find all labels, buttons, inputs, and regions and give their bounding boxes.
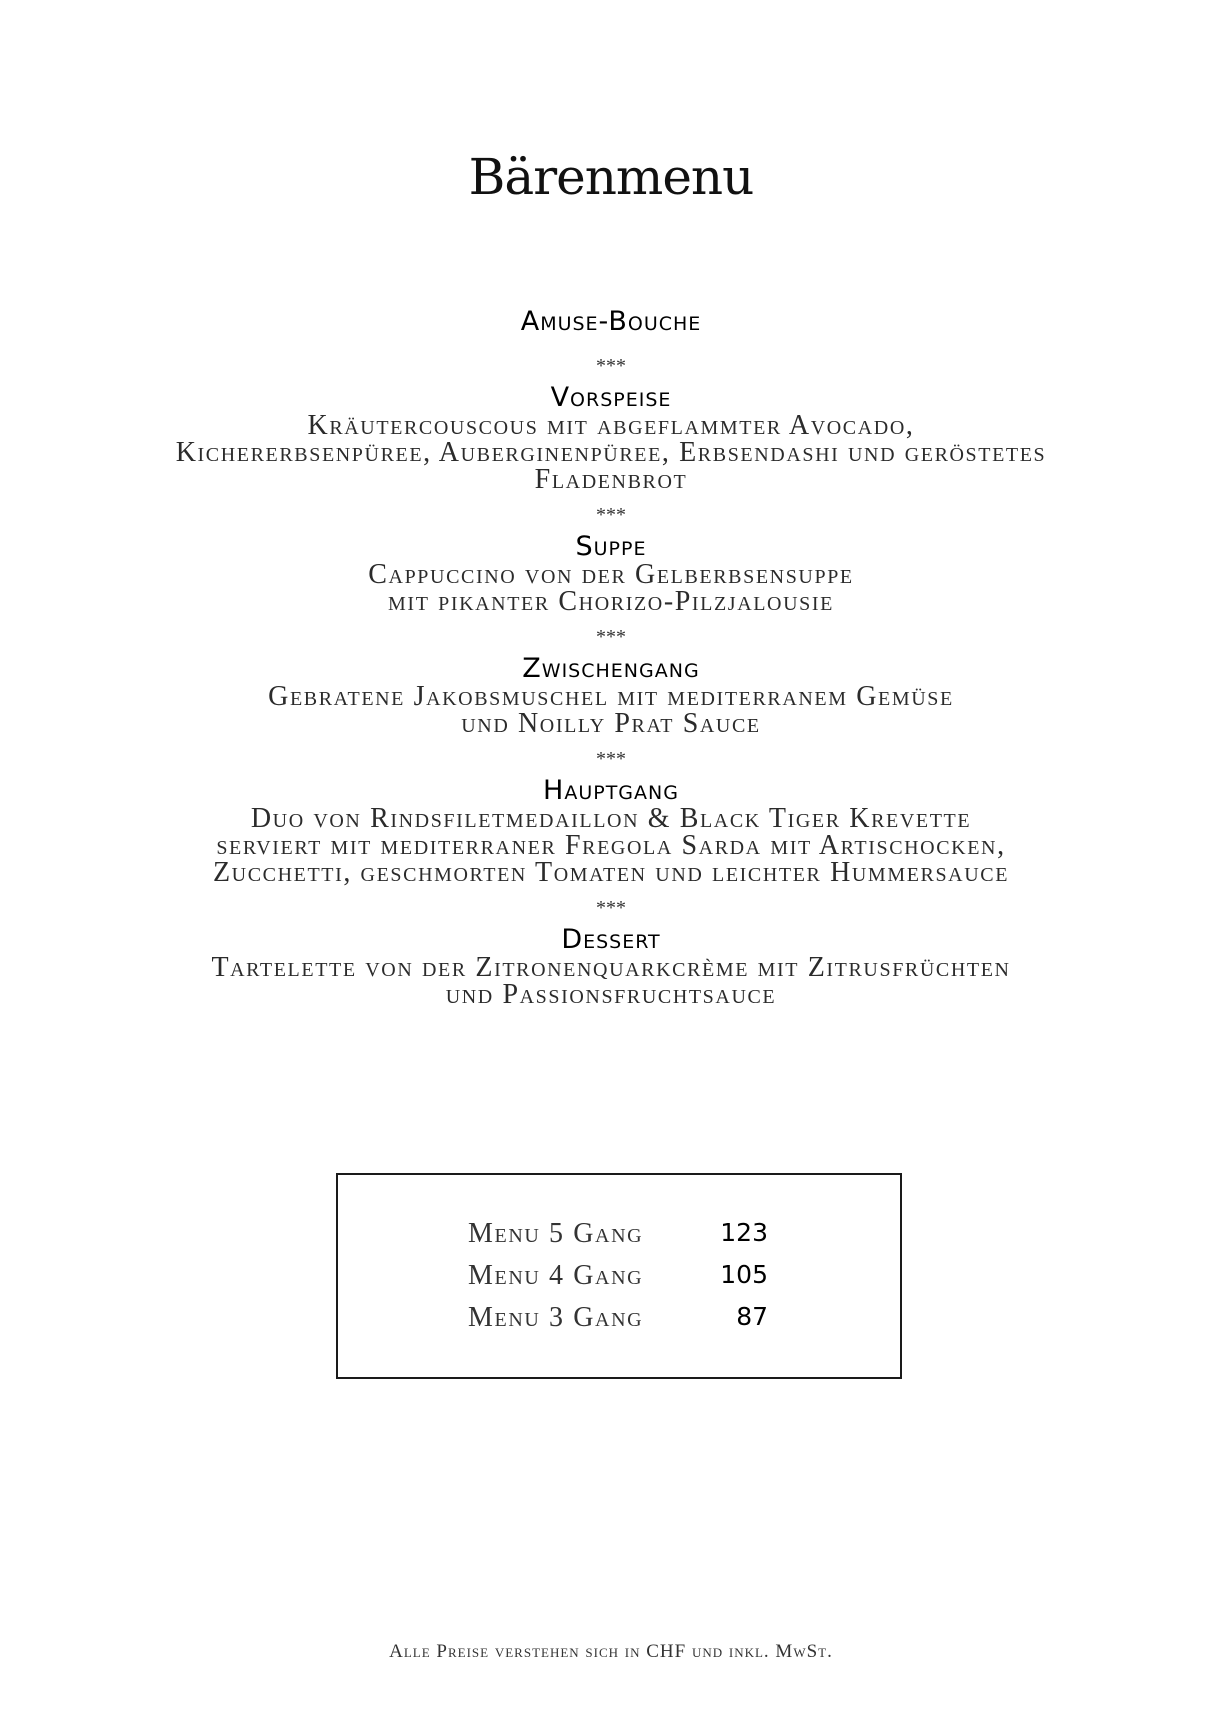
- course-separator: ***: [596, 897, 626, 919]
- course-description-line: und Noilly Prat Sauce: [461, 708, 761, 739]
- menu-title: Bärenmenu: [468, 148, 754, 206]
- course-name: Amuse-Bouche: [520, 306, 702, 337]
- course-suppe: [111, 533, 1111, 615]
- course-dessert: [111, 926, 1111, 1008]
- course-description-line: Cappuccino von der Gelberbsensuppe: [368, 559, 854, 590]
- price-label: Menu 3 Gang: [468, 1302, 644, 1333]
- course-description-line: Fladenbrot: [534, 464, 688, 495]
- course-name: Zwischengang: [522, 653, 700, 684]
- course-name: Suppe: [575, 531, 647, 562]
- course-separator: ***: [596, 626, 626, 648]
- course-description-line: Kichererbsenpüree, Auberginenpüree, Erbsendashi und geröstetes: [175, 437, 1047, 468]
- price-box: [336, 1173, 902, 1379]
- price-row: [468, 1260, 768, 1294]
- course-description-line: serviert mit mediterraner Fregola Sarda mit Artischocken,: [216, 830, 1006, 861]
- price-value: 105: [720, 1260, 768, 1289]
- course-description-line: mit pikanter Chorizo-Pilzjalousie: [388, 586, 834, 617]
- course-amuse-bouche: [111, 308, 1111, 336]
- price-row: [468, 1218, 768, 1252]
- price-row: [468, 1302, 768, 1336]
- course-zwischengang: [111, 655, 1111, 737]
- price-label: Menu 4 Gang: [468, 1260, 644, 1291]
- course-description-line: und Passionsfruchtsauce: [445, 979, 777, 1010]
- course-description-line: Kräutercouscous mit abgeflammter Avocado,: [307, 410, 915, 441]
- price-value: 123: [720, 1218, 768, 1247]
- course-hauptgang: [111, 777, 1111, 886]
- course-separator: ***: [596, 504, 626, 526]
- price-label: Menu 5 Gang: [468, 1218, 644, 1249]
- price-value: 87: [736, 1302, 768, 1331]
- course-name: Vorspeise: [550, 382, 672, 413]
- course-vorspeise: [111, 384, 1111, 493]
- course-description-line: Tartelette von der Zitronenquarkcrème mit Zitrusfrüchten: [211, 952, 1011, 983]
- price-footnote: Alle Preise verstehen sich in CHF und inkl. MwSt.: [389, 1641, 833, 1662]
- course-description-line: Gebratene Jakobsmuschel mit mediterranem Gemüse: [268, 681, 954, 712]
- course-separator: ***: [596, 355, 626, 377]
- course-name: Dessert: [561, 924, 661, 955]
- course-name: Hauptgang: [543, 775, 679, 806]
- course-separator: ***: [596, 748, 626, 770]
- course-description-line: Duo von Rindsfiletmedaillon & Black Tiger Krevette: [250, 803, 972, 834]
- course-description-line: Zucchetti, geschmorten Tomaten und leichter Hummersauce: [212, 857, 1010, 888]
- course-list: [111, 308, 1111, 1008]
